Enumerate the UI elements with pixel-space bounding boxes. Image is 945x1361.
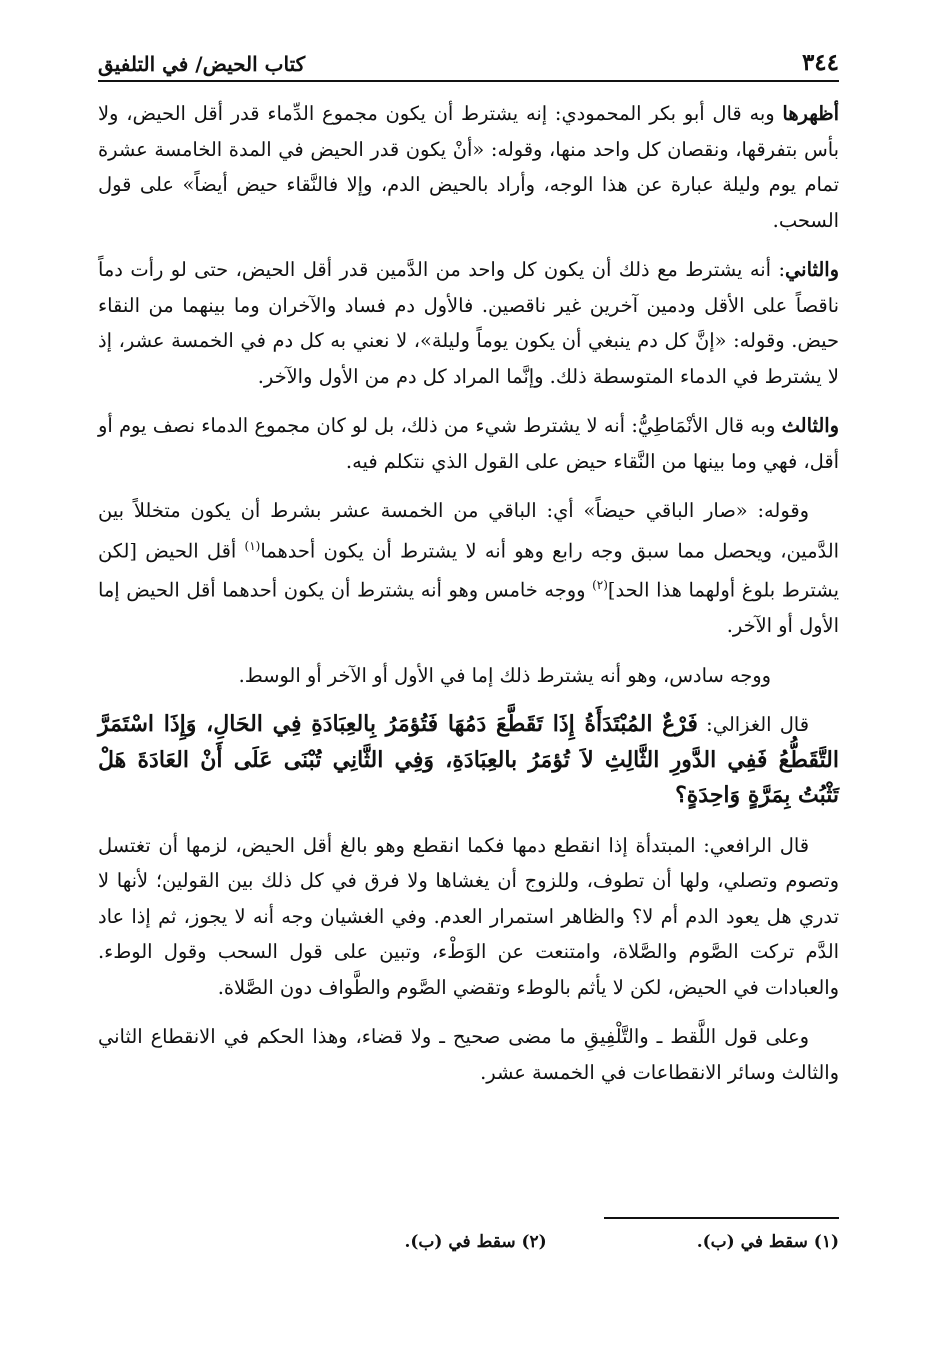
page-number: ٣٤٤ <box>801 49 839 76</box>
paragraph-2-text: : أنه يشترط مع ذلك أن يكون كل واحد من الدَّمين قدر أقل الحيض، حتى لو رأت دماً ناقصاً على الأقل ودمين آخرين غير ناقصين. فالأول دم فساد والآخران وما بينهما من النقاء حيض. وقوله: «إنَّ كل دم ينبغي أن يكون يوماً وليلة»، لا نعني به كل دم في الخمسة عشر، إذ لا يشترط في الدماء المتوسطة ذلك. وإنَّما المراد كل دم من الأول والآخر. <box>98 258 839 388</box>
ghazali-quote: فَرْعٌ المُبْتَدَأَةُ إِذَا تَقَطَّعَ دَمُهَا فَتُؤمَرُ بِالعِبَادَةِ فِي الحَالِ، وَإِذَا اسْتَمَرَّ التَّقَطُّعُ فَفِي الدَّورِ الثَّالِثِ لاَ تُؤمَرُ بالعِبَادَةِ، وَفِي الثَّانِي تُبْنَى عَلَى أَنْ العَادَةَ هَلْ تَثْبُتُ بِمَرَّةٍ وَاحِدَةٍ؟ <box>98 711 839 809</box>
page-header <box>98 38 839 82</box>
paragraph-8 <box>98 1019 839 1090</box>
paragraph-1-text: وبه قال أبو بكر المحمودي: إنه يشترط أن يكون مجموع الدِّماء قدر أقل الحيض، ولا بأس بتفرقها، ونقصان كل واحد منها، وقوله: «أنْ يكون قدر الحيض في المدة الخامسة عشرة تمام يوم وليلة عبارة عن هذا الوجه، وأراد بالحيض الدم، وإلا فالنَّقاء حيض أيضاً» على قول السحب. <box>98 102 839 232</box>
paragraph-7-text: قال الرافعي: المبتدأة إذا انقطع دمها فكما انقطع وهو بالغ أقل الحيض، لزمها أن تغتسل وتصوم وتصلي، ولها أن تطوف، وللزوج أن يغشاها ولا فرق في كل ذلك بين القولين؛ لأنها لا تدري هل يعود الدم أم لا؟ والظاهر استمرار العدم. وفي الغشيان وجه أنه لا يجوز، ثم إذا عاد الدَّم تركت الصَّوم والصَّلاة، وامتنعت عن الوَطْء، وتبين على قول السحب وقول الوطء. والعبادات في الحيض، لكن لا يأثم بالوطء وتقضي الصَّوم والطَّواف دون الصَّلاة. <box>98 833 839 999</box>
paragraph-3-text: وبه قال الأنْمَاطِيُّ: أنه لا يشترط شيء من ذلك، بل لو كان مجموع الدماء نصف يوم أو أقل، فهي وما بينها من النَّقاء حيض على القول الذي نتكلم فيه. <box>98 414 839 473</box>
running-title: كتاب الحيض/ في التلفيق <box>98 52 306 76</box>
paragraph-6 <box>98 707 839 814</box>
footnote-ref-2[interactable]: (٢) <box>592 578 608 593</box>
paragraph-4-text-b: أقل الحيض [لكن يشترط بلوغ أولهما هذا الحد] <box>98 538 839 602</box>
paragraph-3 <box>98 408 839 479</box>
paragraph-1-lead: أظهرها <box>782 102 839 125</box>
footnote-divider <box>604 1217 839 1219</box>
paragraph-5-text: ووجه سادس، وهو أنه يشترط ذلك إما في الأول أو الآخر أو الوسط. <box>238 663 771 687</box>
paragraph-6-lead: قال الغزالي: <box>697 713 809 737</box>
paragraph-4 <box>98 493 839 644</box>
footnote-2: (٢) سقط في (ب). <box>404 1232 547 1252</box>
body-text <box>98 96 839 1104</box>
paragraph-2-lead: والثاني <box>785 258 839 281</box>
footnote-1: (١) سقط في (ب). <box>696 1232 839 1252</box>
paragraph-8-text: وعلى قول اللَّقط ـ والتَّلْفِيقِ ما مضى صحيح ـ ولا قضاء، وهذا الحكم في الانقطاع الثاني والثالث وسائر الانقطاعات في الخمسة عشر. <box>98 1025 839 1084</box>
paragraph-4-text-a: وقوله: «صار الباقي حيضاً» أي: الباقي من الخمسة عشر بشرط أن يكون متخللاً بين الدَّمين، ويحصل مما سبق وجه رابع وهو أنه لا يشترط أن يكون أحدهما <box>98 499 839 562</box>
footnote-ref-1[interactable]: (١) <box>244 538 261 553</box>
paragraph-4-text-c: ووجه خامس وهو أنه يشترط أن يكون أحدهما أقل الحيض إما الأول أو الآخر. <box>98 578 839 638</box>
footnotes <box>300 1232 839 1252</box>
paragraph-2 <box>98 252 839 394</box>
paragraph-3-lead: والثالث <box>781 414 839 437</box>
paragraph-7 <box>98 828 839 1006</box>
paragraph-5 <box>98 658 839 694</box>
paragraph-1 <box>98 96 839 238</box>
